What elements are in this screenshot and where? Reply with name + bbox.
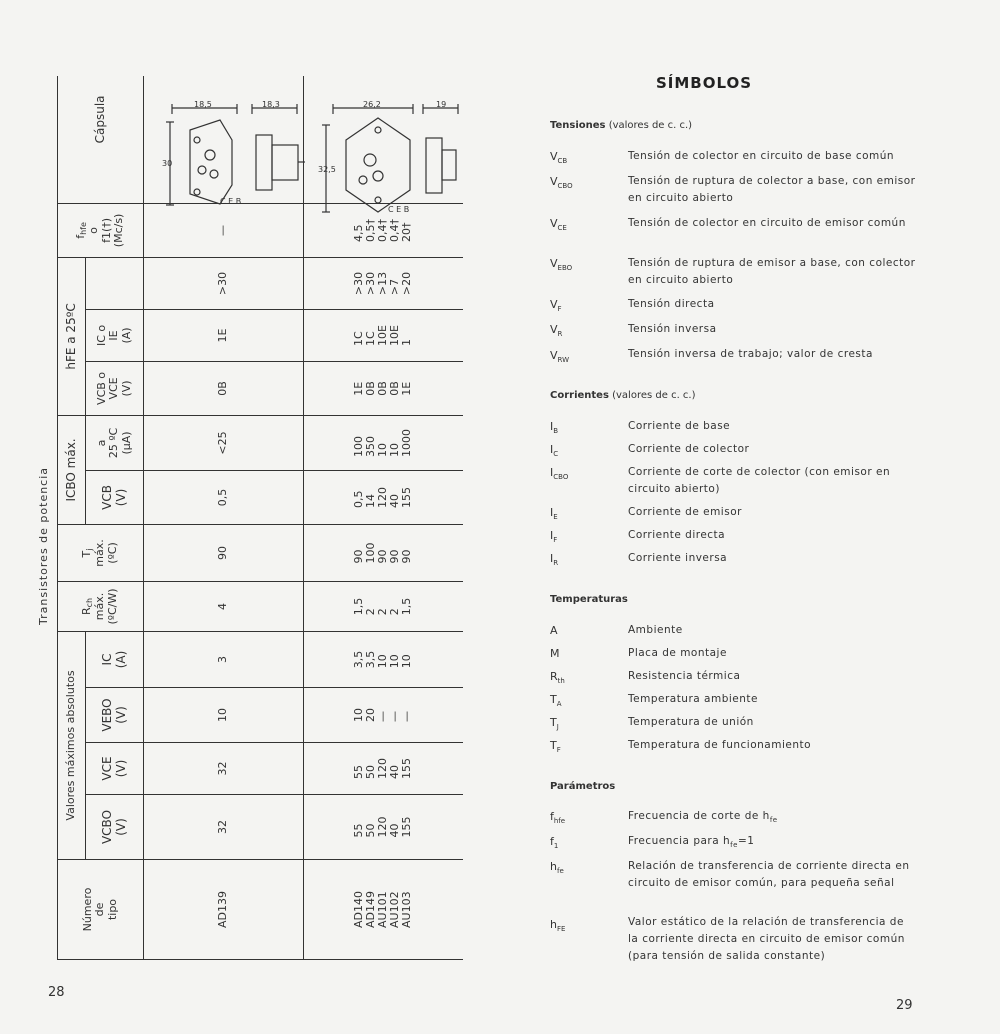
desc-hfe-static: Valor estático de la relación de transferencia de la corriente directa en circuito de emisor común (para tensión de salida constante) xyxy=(628,916,905,962)
symbol-vebo: $V_{EBO}$ xyxy=(550,257,573,272)
desc-vf: Tensión directa xyxy=(628,298,715,310)
cell-tipo: AD139 xyxy=(144,860,304,960)
desc-fhfe: Frecuencia de corte de $h_{fe}$ xyxy=(628,810,778,824)
cell-rch-list: 1,5 2 2 2 1,5 xyxy=(304,581,464,631)
desc-ir: Corriente inversa xyxy=(628,552,728,564)
desc-ic: Corriente de colector xyxy=(628,443,750,455)
symbol-vr: $V_R$ xyxy=(550,323,563,338)
cell-hfe-ic-list: 1C 1C 10E 10E 1 xyxy=(304,309,464,361)
cell-fhfe-list: 4,5 0,5† 0,4† 0,4† 20† xyxy=(304,203,464,257)
cell-hfe-vcb-list: 1E 0B 0B 0B 1E xyxy=(304,361,464,415)
desc-vce: Tensión de colector en circuito de emisor común xyxy=(628,217,906,229)
cell-ic: 3 xyxy=(144,631,304,687)
header-valores-maximos: Valores máximos absolutos xyxy=(58,631,86,859)
desc-vcbo: Tensión de ruptura de colector a base, con emisor en circuito abierto xyxy=(628,175,916,204)
desc-rth: Resistencia térmica xyxy=(628,670,741,682)
cell-vce: 32 xyxy=(144,743,304,795)
symbol-ie: $I_E$ xyxy=(550,506,558,521)
cell-tj-list: 90 100 90 90 90 xyxy=(304,524,464,581)
symbol-ta: $T_A$ xyxy=(550,693,562,708)
header-hfe-val xyxy=(86,257,144,309)
header-icbo-vcb: VCB (V) xyxy=(86,470,144,524)
dim-large-2: 19 xyxy=(436,100,447,109)
cell-ic-list: 3,5 3,5 10 10 10 xyxy=(304,631,464,687)
cell-rch: 4 xyxy=(144,581,304,631)
desc-vcb: Tensión de colector en circuito de base común xyxy=(628,150,895,162)
cell-hfe-ic: 1E xyxy=(144,309,304,361)
page-number-right: 29 xyxy=(896,998,913,1013)
section-parametros: Parámetros xyxy=(550,781,616,792)
capsule-drawing-small xyxy=(162,100,307,220)
desc-vebo: Tensión de ruptura de emisor a base, con colector en circuito abierto xyxy=(628,257,916,286)
symbol-ir: $I_R$ xyxy=(550,552,559,567)
cell-vcb: 0,5 xyxy=(144,470,304,524)
desc-tj: Temperatura de unión xyxy=(628,716,754,728)
header-capsula: Cápsula xyxy=(58,76,144,203)
symbol-icbo: $I_{CBO}$ xyxy=(550,466,569,481)
symbol-ic: $I_C$ xyxy=(550,443,559,458)
cell-fhfe: — xyxy=(144,203,304,257)
symbol-ib: $I_B$ xyxy=(550,420,559,435)
dim-large-3: 32,5 xyxy=(318,165,336,174)
cell-vcb-list: 0,5 14 120 40 155 xyxy=(304,470,464,524)
cell-vcbo-list: 55 50 120 40 155 xyxy=(304,795,464,860)
section-temperaturas: Temperaturas xyxy=(550,594,628,605)
cell-tipo-list: AD140 AD149 AU101 AU102 AU103 xyxy=(304,860,464,960)
symbol-vrw: $V_{RW}$ xyxy=(550,349,570,364)
cell-hfe-vcb: 0B xyxy=(144,361,304,415)
capsule-drawing-large xyxy=(318,100,463,225)
symbol-tj: $T_J$ xyxy=(550,716,559,731)
header-ic: IC (A) xyxy=(86,631,144,687)
symbol-tf: $T_F$ xyxy=(550,739,561,754)
desc-tf: Temperatura de funcionamiento xyxy=(628,739,812,751)
desc-ta: Temperatura ambiente xyxy=(628,693,758,705)
symbol-rth: $R_{th}$ xyxy=(550,670,565,685)
page-title: SÍMBOLOS xyxy=(656,74,753,92)
cell-vebo: 10 xyxy=(144,688,304,743)
desc-vr: Tensión inversa xyxy=(628,323,717,335)
header-icbo-25: a 25 ºC (µA) xyxy=(86,415,144,470)
header-numero: Número de tipo xyxy=(58,860,144,960)
header-vce: VCE (V) xyxy=(86,743,144,795)
header-vebo: VEBO (V) xyxy=(86,688,144,743)
symbol-if: $I_F$ xyxy=(550,529,558,544)
header-tj: $T_j$ máx. (ºC) xyxy=(58,524,144,581)
symbol-hfe-small: $h_{fe}$ xyxy=(550,860,564,875)
pins-large: C E B xyxy=(388,205,410,214)
desc-icbo: Corriente de corte de colector (con emisor en circuito abierto) xyxy=(628,466,891,495)
dim-large-1: 26,2 xyxy=(363,100,381,109)
cell-vce-list: 55 50 120 40 155 xyxy=(304,743,464,795)
cell-icbo-list: 100 350 10 10 1000 xyxy=(304,415,464,470)
section-corrientes: Corrientes (valores de c. c.) xyxy=(550,390,696,401)
desc-ib: Corriente de base xyxy=(628,420,731,432)
header-vcbo: VCBO (V) xyxy=(86,795,144,860)
cell-hfe-list: >30 >30 >13 >7 >20 xyxy=(304,257,464,309)
section-tensiones: Tensiones (valores de c. c.) xyxy=(550,120,693,131)
header-icbo: ICBO máx. xyxy=(58,415,86,524)
dim-small-3: 30 xyxy=(162,159,173,168)
symbol-f1: $f_1$ xyxy=(550,835,559,850)
symbol-a: A xyxy=(550,624,558,637)
symbol-fhfe: $f_{hfe}$ xyxy=(550,810,566,825)
cell-vcbo: 32 xyxy=(144,795,304,860)
symbol-vce: $V_{CE}$ xyxy=(550,217,567,232)
cell-tj: 90 xyxy=(144,524,304,581)
header-hfe: hFE a 25ºC xyxy=(58,257,86,415)
dim-small-2: 18,3 xyxy=(262,100,280,109)
dim-small-1: 18,5 xyxy=(194,100,212,109)
header-fhfe: $f_{hfe}$ o f1(†) (Mc/s) xyxy=(58,203,144,257)
header-hfe-ic: IC o IE (A) xyxy=(86,309,144,361)
side-title: Transistores de potencia xyxy=(37,466,50,625)
desc-vrw: Tensión inversa de trabajo; valor de cresta xyxy=(628,348,873,360)
symbol-vcbo: $V_{CBO}$ xyxy=(550,175,573,190)
symbol-vf: $V_F$ xyxy=(550,298,562,313)
cell-icbo: <25 xyxy=(144,415,304,470)
desc-m: Placa de montaje xyxy=(628,647,727,659)
pins-small: C E B xyxy=(220,197,242,206)
desc-ie: Corriente de emisor xyxy=(628,506,742,518)
desc-if: Corriente directa xyxy=(628,529,726,541)
cell-hfe: >30 xyxy=(144,257,304,309)
desc-hfe-small: Relación de transferencia de corriente directa en circuito de emisor común, para pequeña señal xyxy=(628,860,910,889)
desc-f1: Frecuencia para $h_{fe}=1$ xyxy=(628,835,755,849)
cell-vebo-list: 10 20 — — — xyxy=(304,688,464,743)
symbol-vcb: $V_{CB}$ xyxy=(550,150,568,165)
page-number-left: 28 xyxy=(48,985,65,1000)
symbol-m: M xyxy=(550,647,560,660)
symbol-hfe-static: $h_{FE}$ xyxy=(550,918,566,933)
header-rch: $R_{ch}$ máx. (ºC/W) xyxy=(58,581,144,631)
header-hfe-vcb: VCB o VCE (V) xyxy=(86,361,144,415)
desc-a: Ambiente xyxy=(628,624,683,636)
